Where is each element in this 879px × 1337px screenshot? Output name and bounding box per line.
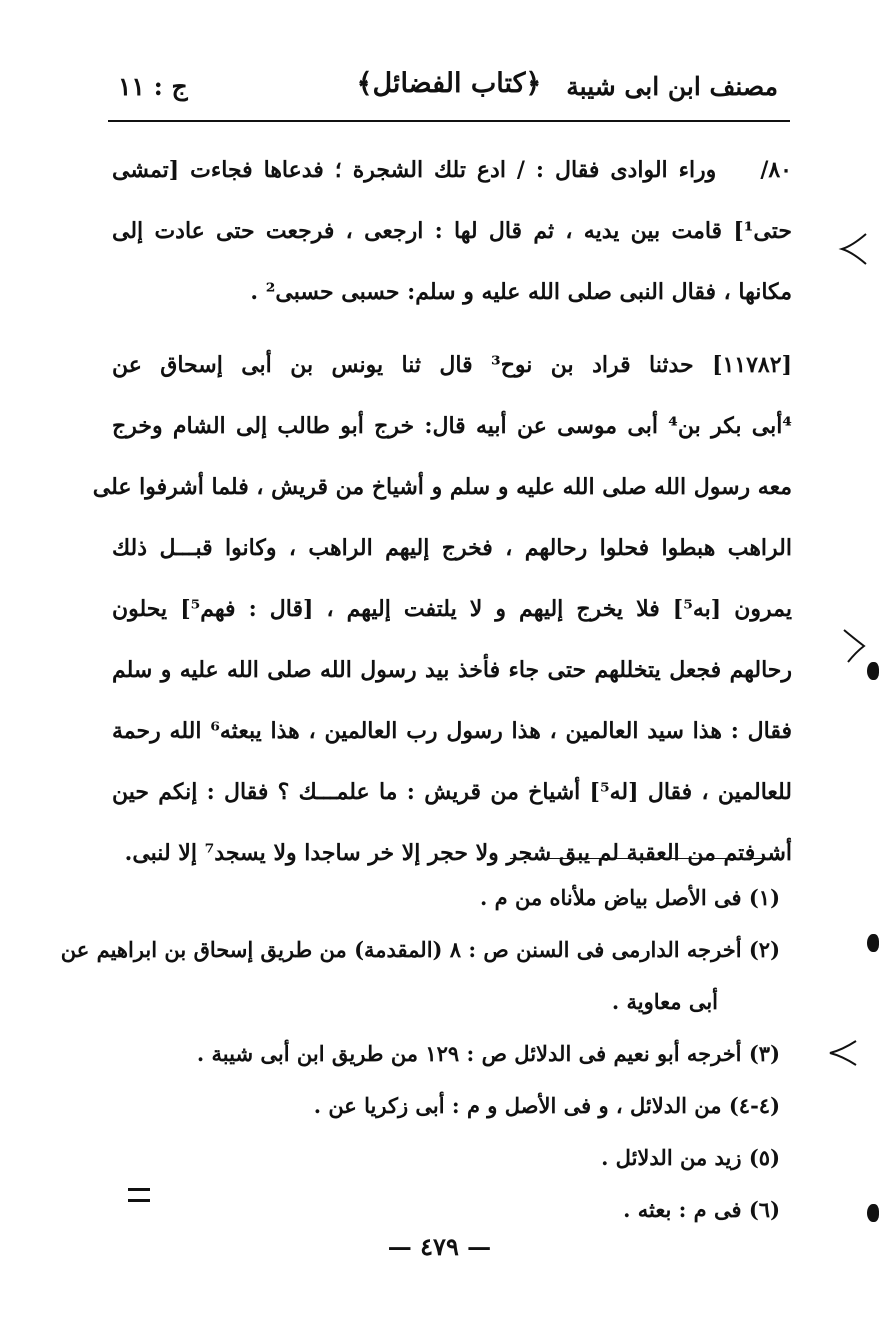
footnote-5: (٥) زيد من الدلائل .	[601, 1145, 780, 1170]
scan-dash-mark	[128, 1188, 150, 1202]
hadith-number-line: [١١٧٨٢] حدثنا قراد بن نوح³ قال ثنا يونس بن أبى إسحاق عن	[112, 352, 792, 378]
scan-dot-mark	[867, 1204, 879, 1222]
text-line: حتى¹] قامت بين يديه ، ثم قال لها : ارجعى ، فرجعت حتى عادت إلى	[112, 218, 792, 244]
text-line: معه رسول الله صلى الله عليه و سلم و أشياخ من قريش ، فلما أشرفوا على	[92, 474, 792, 500]
section-title: ﴿كتاب الفضائل﴾	[356, 68, 542, 99]
margin-arrow-mark	[826, 1038, 858, 1068]
book-title: مصنف ابن ابى شيبة	[566, 72, 778, 101]
text-line: مكانها ، فقال النبى صلى الله عليه و سلم: حسبى حسبى² .	[250, 279, 792, 305]
text-line: رحالهم فجعل يتخللهم حتى جاء فأخذ بيد رسول الله صلى الله عليه و سلم	[112, 657, 792, 683]
scan-dot-mark	[867, 934, 879, 952]
text-line: يمرون [به⁵] فلا يخرج إليهم و لا يلتفت إليهم ، [قال : فهم⁵] يحلون	[112, 596, 792, 622]
volume-number: ج : ١١	[118, 72, 188, 101]
footnote-2-continued: أبى معاوية .	[611, 989, 718, 1014]
page-number: — ٤٧٩ —	[387, 1232, 492, 1261]
footnote-2: (٢) أخرجه الدارمى فى السنن ص : ٨ (المقدمة) من طريق إسحاق بن ابراهيم عن	[60, 937, 780, 962]
running-header	[108, 62, 790, 122]
footnote-separator	[510, 858, 780, 859]
footnote-4: (٤-٤) من الدلائل ، و فى الأصل و م : أبى زكريا عن .	[313, 1093, 780, 1118]
footnote-3: (٣) أخرجه أبو نعيم فى الدلائل ص : ١٢٩ من طريق ابن أبى شيبة .	[196, 1041, 780, 1066]
text-line: ⁴أبى بكر بن⁴ أبى موسى عن أبيه قال: خرج أبو طالب إلى الشام وخرج	[112, 413, 793, 439]
footnote-1: (١) فى الأصل بياض ملأناه من م .	[480, 885, 780, 910]
scan-dot-mark	[867, 662, 879, 680]
folio-marker: ٨٠/	[760, 157, 792, 183]
footnote-6: (٦) فى م : بعثه .	[623, 1197, 780, 1222]
margin-arrow-mark	[842, 628, 868, 664]
footnotes	[60, 872, 780, 1236]
text-line: فقال : هذا سيد العالمين ، هذا رسول رب العالمين ، هذا يبعثه⁶ الله رحمة	[112, 718, 793, 744]
main-text	[92, 140, 793, 884]
text-line: ٨٠/وراء الوادى فقال : / ادع تلك الشجرة ؛ فدعاها فجاءت [تمشى	[112, 140, 792, 201]
text-line: للعالمين ، فقال [له⁵] أشياخ من قريش : ما علمـــك ؟ فقال : إنكم حين	[112, 779, 792, 805]
margin-arrow-mark	[838, 232, 868, 266]
text-line: أشرفتم من العقبة لم يبق شجر ولا حجر إلا خر ساجدا ولا يسجد⁷ إلا لنبى.	[124, 840, 792, 866]
text-line: الراهب هبطوا فحلوا رحالهم ، فخرج إليهم الراهب ، وكانوا قبـــل ذلك	[112, 535, 792, 561]
